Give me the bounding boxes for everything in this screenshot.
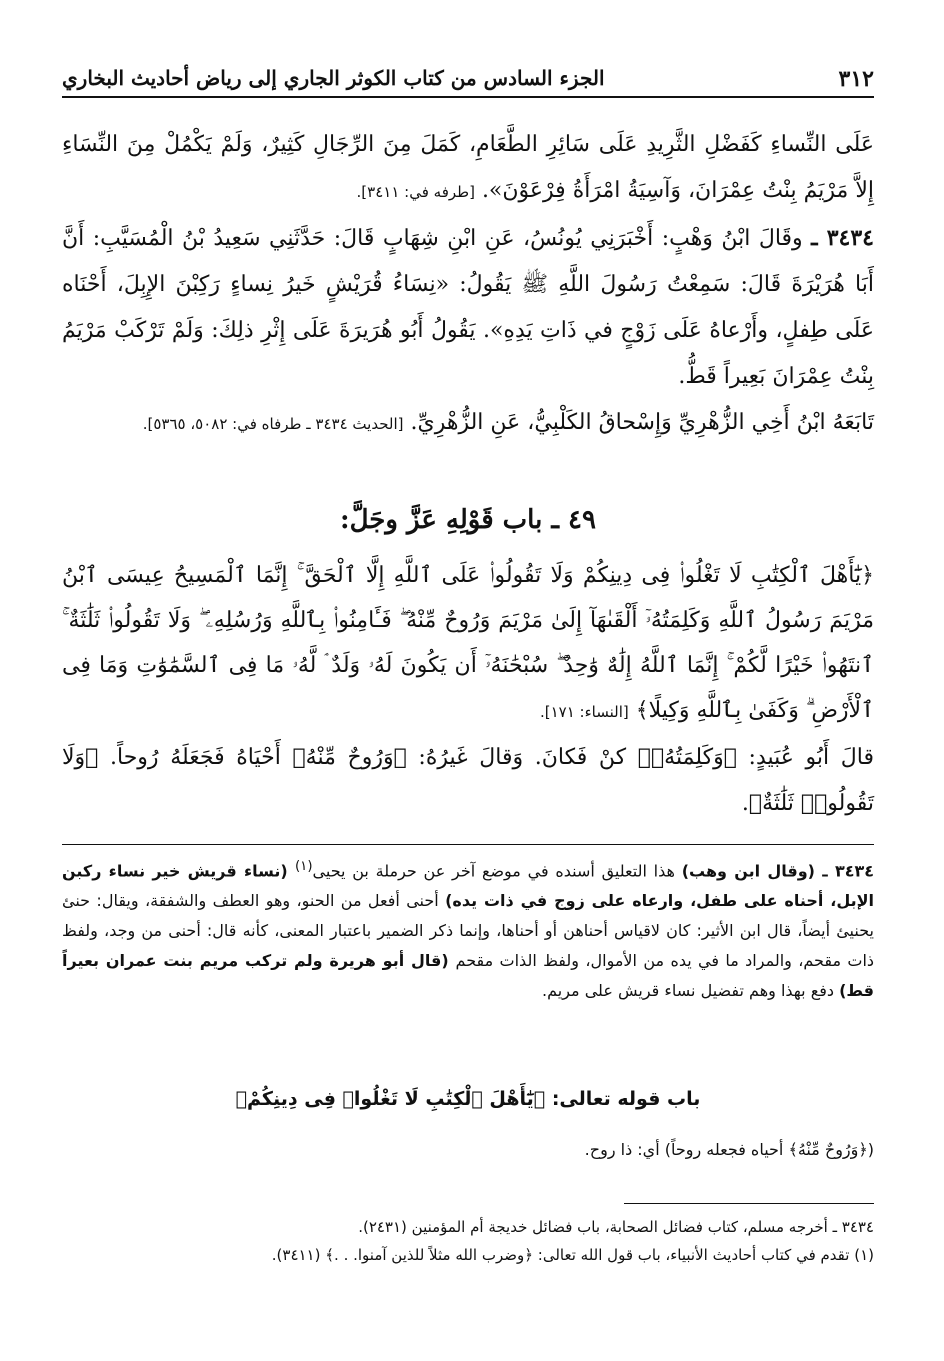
quran-verse-text: ﴿يَٰٓأَهْلَ ٱلْكِتَٰبِ لَا تَغْلُوا۟ فِى دِينِكُمْ وَلَا تَقُولُوا۟ عَلَى ٱللَّهِ إِلَّا ٱلْحَقَّ ۚ إِنَّمَا ٱلْمَسِيحُ عِيسَى ٱبْنُ مَرْيَمَ رَسُولُ ٱللَّهِ وَكَلِمَتُهُۥٓ أَلْقَىٰهَآ إِلَىٰ مَرْيَمَ وَرُوحٌ مِّنْهُ ۖ فَـَٔامِنُوا۟ بِٱللَّهِ وَرُسُلِهِۦ ۖ وَلَا تَقُولُوا۟ ثَلَٰثَةٌ ۚ ٱنتَهُوا۟ خَيْرًا لَّكُمْ ۚ إِنَّمَا ٱللَّهُ إِلَٰهٌ وَٰحِدٌ ۖ سُبْحَٰنَهُۥٓ أَن يَكُونَ لَهُۥ وَلَدٌ ۘ لَّهُۥ مَا فِى ٱلسَّمَٰوَٰتِ وَمَا فِى ٱلْأَرْضِ ۗ وَكَفَىٰ بِٱللَّهِ وَكِيلًا﴾ <box>62 563 874 723</box>
footnote-2-marker: (١) <box>854 1246 874 1264</box>
footnote-marker: (١) <box>294 859 313 874</box>
footnote-1: ٣٤٣٤ ـ أخرجه مسلم، كتاب فضائل الصحابة، باب فضائل خديجة أم المؤمنين (٢٤٣١). <box>358 1218 874 1236</box>
footnotes-block <box>62 1213 874 1269</box>
hadith-number: ٣٤٣٤ ـ <box>811 225 874 251</box>
commentary-block <box>62 852 874 1006</box>
commentary-paragraph <box>62 852 874 1006</box>
hadith-cross-reference: [الحديث ٣٤٣٤ ـ طرفاه في: ٥٠٨٢، ٥٣٦٥]. <box>142 415 404 433</box>
hadith-continuation-text: عَلَى النِّساءِ كَفَضْلِ الثَّرِيدِ عَلَى سَائِرِ الطَّعَامِ، كَمَلَ مِنَ الرِّجَالِ كَثِيرٌ، وَلَمْ يَكْمُلْ مِنَ النِّسَاءِ إِلاَّ مَرْيَمُ بِنْتُ عِمْرَانَ، وَآسِيَةُ امْرَأَةُ فِرْعَوْنَ». <box>62 132 874 203</box>
commentary-text-2: أحنى أفعل من الحنو، وهو العطف والشفقة، ويقال: حنئ يحنيئ أيضاً، قال ابن الأثير: كان لاقياس أحناهن أو أحناها، وإنما ذكر الضمير باعتبار المعنى، كأنه قال: أحنى من وجد، ولفظ ذات مقحم، والمراد ما في يده من الأموال، ولفظ الذات مقحم <box>62 891 875 971</box>
hadith-3434-text: وقَالَ ابْنُ وَهْبٍ: أَخْبَرَنِي يُونُسُ، عَنِ ابْنِ شِهَابٍ قَالَ: حَدَّثَنِي سَعِيدُ بْنُ الْمُسَيَّبِ: أَنَّ أَبَا هُرَيْرَةَ قَالَ: سَمِعْتُ رَسُولَ اللَّهِ ﷺ يَقُولُ: «نِسَاءُ قُرَيْشٍ خَيرُ نِساءٍ رَكِبْنَ الإِبِلَ، أَحْنَاه عَلَى طِفلٍ، وأَرْعاهُ عَلَى زَوْجٍ في ذَاتِ يَدِهِ». يَقُولُ أَبُو هُرَيرَةَ عَلَى إِثْرِ ذلِكَ: وَلَمْ تَرْكَبْ مَرْيَمُ بِنْتُ عِمْرَانَ بَعِيراً قَطُّ. <box>62 226 874 389</box>
tafsir-note: قالَ أَبُو عُبَيدٍ: ﴿وَكَلِمَتُهُۥ﴾ كنْ فَكانَ. وَقالَ غَيرُهُ: ﴿وَرُوحٌ مِّنْهُ﴾ أَحْيَاهُ فَجَعَلَهُ رُوحاً. ﴿وَلَا تَقُولُوا۟ ثَلَٰثَةٌ﴾. <box>62 745 875 816</box>
running-title: الجزء السادس من كتاب الكوثر الجاري إلى رياض أحاديث البخاري <box>62 66 605 90</box>
commentary-lemma-2: (نساء قريش خير نساء ركبن الإبل، أحناه على طفل، وارعاه على زوج في ذات يده) <box>62 861 875 911</box>
section-divider <box>62 844 874 845</box>
verse-reference: [النساء: ١٧١]. <box>539 703 629 721</box>
commentary-text-3: دفع بهذا وهم تفضيل نساء قريش على مريم. <box>542 981 840 1001</box>
commentary-block-2 <box>62 1135 874 1165</box>
hadith-text-block <box>62 122 874 447</box>
hadith-3434 <box>62 215 874 400</box>
chapter-heading: ٤٩ ـ باب قَوْلِهِ عَزَّ وجَلَّ: <box>340 505 596 535</box>
footnote-2-text: تقدم في كتاب أحاديث الأنبياء، باب قول الله تعالى: ﴿وضرب الله مثلاً للذين آمنوا. . .﴾ (٣٤١١). <box>271 1246 850 1264</box>
footnote-divider <box>624 1203 874 1204</box>
footnote-2 <box>62 1241 874 1269</box>
hadith-follow-up-text: تَابَعَهُ ابْنُ أَخِي الزُّهْرِيِّ وَإِسْحاقُ الكَلْبِيُّ، عَنِ الزُّهْرِيِّ. <box>410 410 874 435</box>
commentary-paragraph-2: (﴿وَرُوحٌ مِّنْهُ﴾ أحياه فجعله روحاً) أي: ذا روح. <box>584 1140 874 1159</box>
commentary-lemma: ٣٤٣٤ ـ (وقال ابن وهب) <box>681 861 874 881</box>
commentary-text: هذا التعليق أسنده في موضع آخر عن حرملة بن يحيى <box>312 861 682 881</box>
quran-block <box>62 553 874 827</box>
commentary-subheading: باب قوله تعالى: ﴿يَٰٓأَهْلَ ٱلْكِتَٰبِ لَا تَغْلُوا۟ فِى دِينِكُمْ﴾ <box>235 1088 701 1110</box>
quran-verse <box>62 553 874 735</box>
commentary-lemma-3: (قال أبو هريرة ولم تركب مريم بنت عمران بعيراً قط) <box>62 951 874 1001</box>
cross-reference: [طرفه في: ٣٤١١]. <box>356 183 475 201</box>
page-number: ٣١٢ <box>838 66 874 92</box>
hadith-follow-up <box>62 400 874 447</box>
page-header <box>62 60 874 98</box>
hadith-continuation <box>62 122 874 215</box>
